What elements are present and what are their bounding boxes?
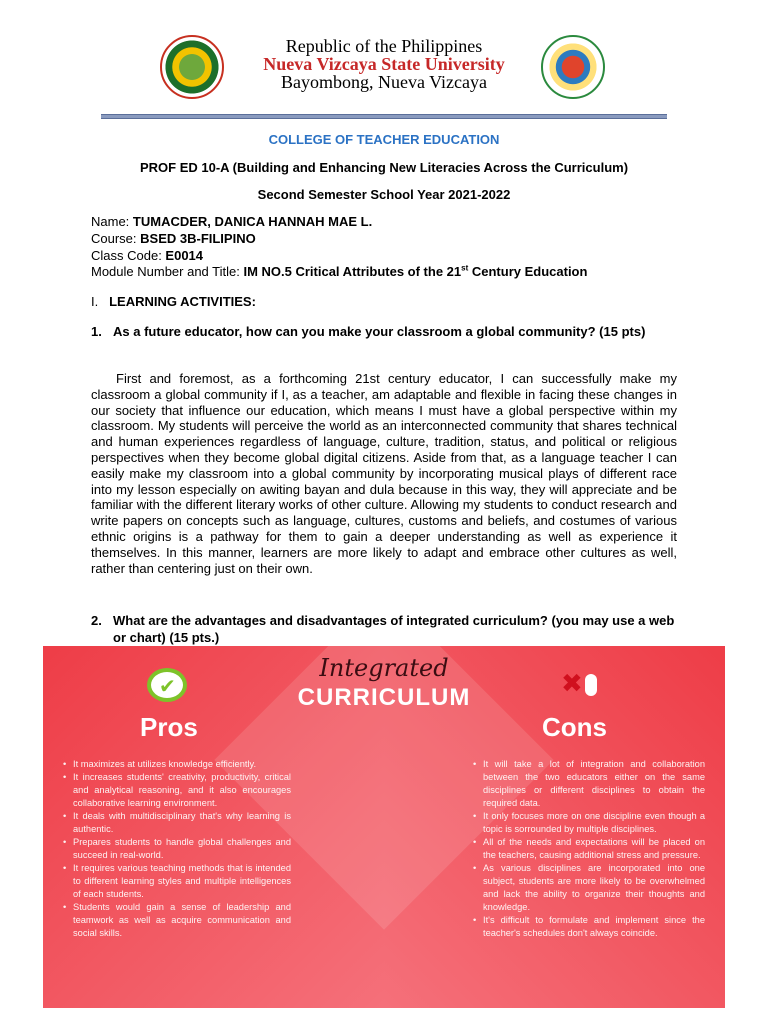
cons-item: • All of the needs and expectations will be placed on the teachers, causing additional stress and pressure. — [473, 836, 705, 862]
college-name: COLLEGE OF TEACHER EDUCATION — [268, 132, 500, 147]
section-title: LEARNING ACTIVITIES: — [109, 294, 256, 309]
cons-heading: Cons — [542, 712, 607, 742]
question-2 — [91, 612, 681, 646]
pros-item: • It maximizes at utilizes knowledge efficiently. — [63, 758, 291, 771]
answer-1-paragraph: First and foremost, as a forthcoming 21st century educator, I can successfully make my classroom a global community if I, as a teacher, am adaptable and flexible in facing these changes in our society that influence our education, which means I must have a global perspective within my classroom. My students will perceive the world as an interconnected community that shares technical and human experiences regardless of language, culture, tradition, status, and political or religious perspectives when they become global digital citizens. Aside from that, as a language teacher I can easily make my classroom into a global community by incorporating musical plays of different race into my lesson especially on awiting bayan and dula because in this way, they will appreciate and be familiar with the different literary works of other culture. Allowing my students to conduct research and write papers on concepts such as language, cultures, customs and beliefs, and costumes of various ethnic origins is a pathway for them to gain a deeper understanding as well as experience it themselves. In this manner, learners are more likely to adapt and embrace other cultures as well, rather than centering just on their own. — [91, 371, 677, 576]
cons-list — [473, 758, 705, 940]
question-1-text: As a future educator, how can you make your classroom a global community? (15 pts) — [113, 324, 646, 339]
question-1 — [91, 323, 681, 340]
header-location: Bayombong, Nueva Vizcaya — [280, 72, 488, 92]
module-title-a: IM NO.5 Critical Attributes of the 21 — [243, 264, 462, 279]
integrated-curriculum-infographic — [43, 646, 725, 1008]
cons-item: • It only focuses more on one discipline even though a topic is sorrounded by multiple disciplines. — [473, 810, 705, 836]
letterhead — [0, 30, 768, 100]
course-row — [91, 231, 256, 247]
college-seal-icon — [541, 35, 605, 99]
course-value: BSED 3B-FILIPINO — [140, 231, 256, 246]
semester: Second Semester School Year 2021-2022 — [257, 187, 511, 202]
name-label: Name: — [91, 214, 133, 229]
question-2-number: 2. — [91, 613, 102, 628]
student-name-row — [91, 214, 372, 230]
class-code-row — [91, 248, 203, 264]
pros-list — [63, 758, 291, 940]
pros-item: • It deals with multidisciplinary that's why learning is authentic. — [63, 810, 291, 836]
pros-item: • Students would gain a sense of leadership and teamwork as well as acquire communication and social skills. — [63, 901, 291, 940]
question-2-text: What are the advantages and disadvantages of integrated curriculum? (you may use a web or chart) (15 pts.) — [113, 613, 675, 645]
pros-item: • It increases students' creativity, productivity, critical and analytical reasoning, and it also encourages collaborative learning environment. — [63, 771, 291, 810]
cons-item: • It's difficult to formulate and implement since the teacher's schedules don't always coincide. — [473, 914, 705, 940]
pros-item: • It requires various teaching methods that is intended to different learning styles and multiple intelligences of each students. — [63, 862, 291, 901]
student-name: TUMACDER, DANICA HANNAH MAE L. — [132, 214, 373, 229]
module-row — [91, 264, 587, 280]
course-label: Course: — [91, 231, 141, 246]
module-title-sup: st — [461, 263, 469, 273]
module-title-b: Century Education — [468, 264, 588, 279]
infographic-title-main: CURRICULUM — [297, 684, 471, 711]
pros-heading: Pros — [140, 712, 198, 742]
module-title — [243, 264, 587, 279]
header-divider — [101, 114, 667, 119]
cross-mark-icon — [561, 668, 601, 702]
header-republic: Republic of the Philippines — [285, 36, 483, 56]
module-label: Module Number and Title: — [91, 264, 244, 279]
header-university: Nueva Vizcaya State University — [263, 54, 505, 74]
pros-item: • Prepares students to handle global challenges and succeed in real-world. — [63, 836, 291, 862]
infographic-title-script: Integrated — [319, 654, 449, 682]
class-code-value: E0014 — [165, 248, 204, 263]
cons-item: • It will take a lot of integration and collaboration between the two educators either on the same disciplines or different disciplines to obtain the required data. — [473, 758, 705, 810]
checkmark-icon — [147, 668, 187, 702]
class-code-label: Class Code: — [91, 248, 166, 263]
question-1-number: 1. — [91, 324, 102, 339]
cons-item: • As various disciplines are incorporated into one subject, students are more likely to be overwhelmed and lack the ability to organize their thoughts and knowledge. — [473, 862, 705, 914]
course-title: PROF ED 10-A (Building and Enhancing New Literacies Across the Curriculum) — [139, 160, 629, 175]
section-numeral: I. — [91, 294, 99, 309]
section-heading — [91, 294, 256, 309]
